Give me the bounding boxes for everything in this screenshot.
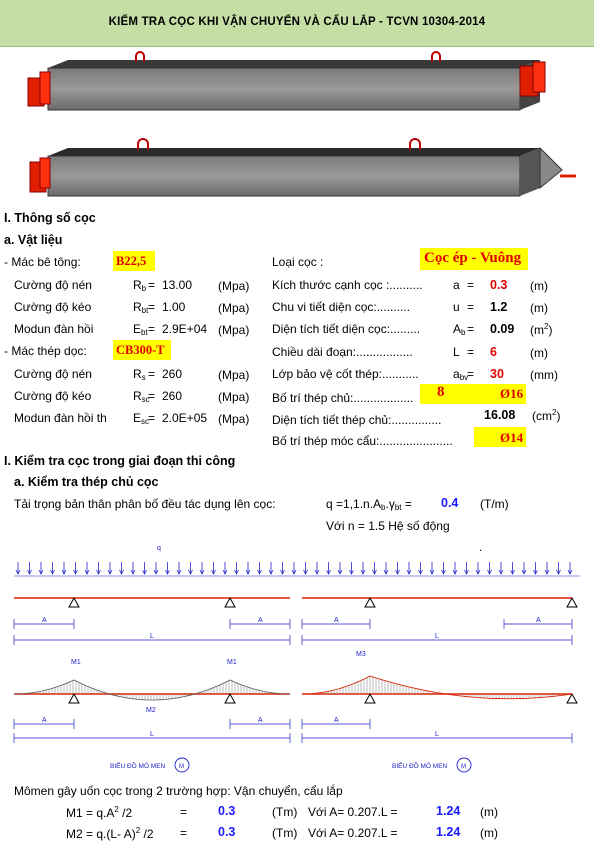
- param-name: Lớp bảo vệ cốt thép:...........: [272, 367, 419, 381]
- subsection-material: a. Vật liệu: [4, 233, 63, 247]
- support-triangle: [225, 694, 235, 703]
- param-symbol: $a_{bv}$: [453, 367, 469, 382]
- param-value: 2.0E+05: [162, 411, 208, 425]
- param-name: Cường độ nén: [14, 367, 92, 381]
- m1-a-unit: (m): [480, 805, 498, 819]
- param-unit: (m): [530, 346, 548, 360]
- dim-a-right-label: A: [258, 617, 263, 624]
- param-unit: (mm): [530, 368, 558, 382]
- m1-unit: (Tm): [272, 805, 298, 819]
- param-unit: $(m^2)$: [530, 322, 553, 337]
- dot-mark: .: [479, 540, 483, 554]
- pile-illustration: [0, 50, 594, 200]
- param-name: Diện tích tiết diện cọc:.........: [272, 322, 421, 336]
- dim-a-left-label: A: [42, 617, 47, 624]
- param-eq: =: [467, 300, 475, 314]
- param-value: 6: [490, 345, 497, 359]
- param-name: Cường độ nén: [14, 278, 92, 292]
- dim-mom-l-right-label: L: [435, 731, 439, 738]
- m2-a-value: 1.24: [436, 825, 461, 839]
- label-m1-right: M1: [227, 659, 237, 666]
- caption-left-m: M: [179, 764, 184, 770]
- param-eq: =: [148, 278, 156, 292]
- param-unit: (Mpa): [218, 412, 250, 426]
- dim-a-right-end-label: A: [536, 617, 541, 624]
- dim-l-left-label: L: [150, 633, 154, 640]
- dim-mom-a-right-beam-label: A: [334, 717, 339, 724]
- param-symbol: $E_{sc}$: [133, 411, 150, 426]
- main-steel-diameter: Ø16: [500, 386, 524, 401]
- param-unit: (Mpa): [218, 301, 250, 315]
- support-triangle: [567, 598, 577, 607]
- param-name: Chiều dài đoạn:.................: [272, 345, 413, 359]
- param-symbol: $R_s$: [133, 367, 146, 382]
- param-eq: =: [148, 322, 156, 336]
- param-name: Cường độ kéo: [14, 300, 92, 314]
- param-eq: =: [148, 367, 156, 381]
- param-name: Kích thước cạnh cọc :..........: [272, 278, 423, 292]
- pile-type-value: Cọc ép - Vuông: [424, 250, 522, 266]
- load-label: q: [157, 545, 161, 552]
- support-triangle: [365, 694, 375, 703]
- label-m3: M3: [356, 651, 366, 658]
- m2-a-formula: Với A= 0.207.L =: [308, 826, 398, 840]
- steel-area-value: 16.08: [484, 408, 516, 422]
- dim-a-right-beam-label: A: [334, 617, 339, 624]
- hook-steel-diameter: Ø14: [500, 430, 524, 445]
- moment-curve-right: [302, 676, 572, 699]
- dynamic-factor-text: Với n = 1.5 Hệ số động: [326, 519, 450, 533]
- self-weight-load-text: Tải trọng bản thân phân bố đều tác dụng lên cọc:: [14, 497, 276, 511]
- param-name: Modun đàn hồi th: [14, 411, 107, 425]
- param-eq: =: [467, 278, 475, 292]
- dim-mom-a-right-label: A: [258, 717, 263, 724]
- dim-mom-a-left-label: A: [42, 717, 47, 724]
- m1-a-value: 1.24: [436, 804, 461, 818]
- support-triangle: [365, 598, 375, 607]
- moment-diagram: [0, 538, 594, 776]
- param-symbol: a: [453, 278, 460, 292]
- m1-formula: $M1 = q.A^2$ /2: [66, 805, 133, 820]
- param-value: 0.09: [490, 322, 515, 336]
- concrete-grade-value: B22,5: [116, 254, 147, 268]
- load-value: 0.4: [441, 496, 459, 510]
- param-symbol: $R_{bt}$: [133, 300, 149, 315]
- param-unit: (Mpa): [218, 323, 250, 337]
- label-m2: M2: [146, 707, 156, 714]
- steel-area-label: Diện tích tiết thép chủ:...............: [272, 413, 442, 427]
- pile-top-view: [28, 52, 545, 110]
- support-triangle: [69, 598, 79, 607]
- load-unit: (T/m): [480, 497, 509, 511]
- param-value: 2.9E+04: [162, 322, 208, 336]
- steel-grade-value: CB300-T: [116, 343, 165, 357]
- support-triangle: [225, 598, 235, 607]
- param-unit: (Mpa): [218, 279, 250, 293]
- section-title-construction-check: I. Kiểm tra cọc trong giai đoạn thi công: [4, 454, 236, 468]
- pile-side-view: [30, 139, 576, 196]
- page-title: KIỂM TRA CỌC KHI VẬN CHUYỂN VÀ CẨU LẮP - TCVN 10304-2014: [108, 16, 486, 28]
- param-value: 260: [162, 367, 183, 381]
- param-eq: =: [148, 389, 156, 403]
- param-value: 30: [490, 367, 504, 381]
- section-title-pile-params: I. Thông số cọc: [4, 211, 96, 225]
- param-symbol: $R_{sc}$: [133, 389, 150, 404]
- support-triangle: [69, 694, 79, 703]
- caption-right-m: M: [461, 764, 466, 770]
- param-eq: =: [148, 411, 156, 425]
- param-unit: (Mpa): [218, 368, 250, 382]
- moment-curve-left: [14, 680, 290, 700]
- param-value: 13.00: [162, 278, 193, 292]
- param-name: Chu vi tiết diện cọc:..........: [272, 300, 411, 314]
- param-symbol: $A_b$: [453, 322, 466, 337]
- load-formula: $q =1,1.n.A_b.\gamma_{bt}$ =: [326, 497, 412, 512]
- param-value: 1.00: [162, 300, 186, 314]
- steel-grade-label: - Mác thép dọc:: [4, 344, 87, 358]
- subsection-main-steel-check: a. Kiểm tra thép chủ cọc: [14, 475, 159, 489]
- param-unit: (m): [530, 301, 548, 315]
- param-value: 0.3: [490, 278, 508, 292]
- m1-value: 0.3: [218, 804, 236, 818]
- dim-l-right-label: L: [435, 633, 439, 640]
- param-eq: =: [467, 367, 475, 381]
- param-eq: =: [467, 322, 475, 336]
- m2-formula: M2 = q.(L- A)$^2$ /2: [66, 826, 154, 841]
- param-unit: (m): [530, 279, 548, 293]
- moment-intro: Mômen gây uốn cọc trong 2 trường hợp: Vận chuyển, cẩu lắp: [14, 784, 343, 798]
- support-triangle: [567, 694, 577, 703]
- param-name: Modun đàn hồi: [14, 322, 94, 336]
- hook-steel-label: Bố trí thép móc cẩu:......................: [272, 434, 453, 448]
- param-unit: (Mpa): [218, 390, 250, 404]
- param-eq: =: [148, 300, 156, 314]
- m2-eq: =: [180, 826, 188, 840]
- title-bar: [0, 0, 594, 47]
- param-symbol: $E_{bt}$: [133, 322, 148, 337]
- dim-mom-l-left-label: L: [150, 731, 154, 738]
- param-eq: =: [467, 345, 475, 359]
- m1-a-formula: Với A= 0.207.L =: [308, 805, 398, 819]
- param-value: 260: [162, 389, 183, 403]
- caption-right: BIỂU ĐỒ MÔ MEN: [392, 763, 448, 770]
- m1-eq: =: [180, 805, 188, 819]
- m2-value: 0.3: [218, 825, 236, 839]
- pile-type-label: Loại cọc :: [272, 255, 324, 269]
- caption-left: BIỂU ĐỒ MÔ MEN: [110, 763, 166, 770]
- param-symbol: $R_b$: [133, 278, 147, 293]
- param-symbol: L: [453, 345, 460, 359]
- concrete-grade-label: - Mác bê tông:: [4, 255, 81, 269]
- label-m1-left: M1: [71, 659, 81, 666]
- main-steel-count: 8: [437, 384, 445, 400]
- param-value: 1.2: [490, 300, 508, 314]
- steel-area-unit: $(cm^2)$: [532, 408, 561, 423]
- param-symbol: u: [453, 300, 460, 314]
- param-name: Cường độ kéo: [14, 389, 92, 403]
- m2-a-unit: (m): [480, 826, 498, 840]
- m2-unit: (Tm): [272, 826, 298, 840]
- main-steel-label: Bố trí thép chủ:..................: [272, 391, 414, 405]
